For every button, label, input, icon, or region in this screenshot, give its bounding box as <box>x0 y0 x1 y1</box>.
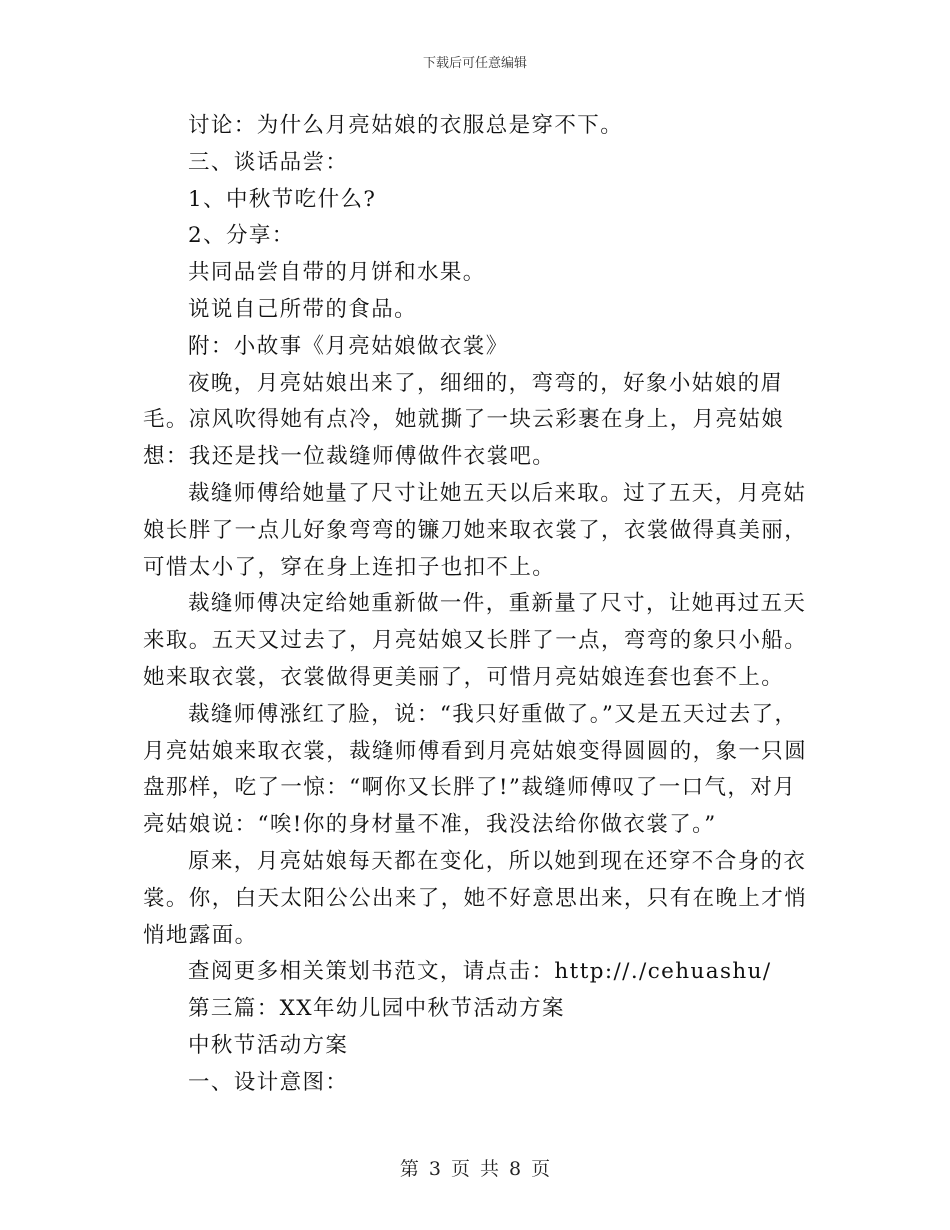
paragraph-story-title: 附：小故事《月亮姑娘做衣裳》 <box>188 333 509 359</box>
footer-label-post: 页 <box>531 1158 551 1180</box>
paragraph-discussion: 讨论：为什么月亮姑娘的衣服总是穿不下。 <box>188 113 624 138</box>
footer-label-mid: 页 <box>450 1158 470 1180</box>
paragraph-section-3-heading: 三、谈话品尝： <box>188 149 349 175</box>
paragraph-share-food: 共同品尝自带的月饼和水果。 <box>188 260 486 286</box>
paragraph-plan-title: 中秋节活动方案 <box>188 1032 349 1058</box>
paragraph-story-3: 裁缝师傅决定给她重新做一件，重新量了尺寸，让她再过五天来取。五天又过去了，月亮姑娘又长胖了一点，弯弯的象只小船。她来取衣裳，衣裳做得更美丽了，可惜月亮姑娘连套也套不上。 <box>143 591 808 690</box>
paragraph-item-2: 2、分享： <box>188 223 295 249</box>
paragraph-more-link: 查阅更多相关策划书范文，请点击：http://./cehuashu/ <box>188 959 772 985</box>
footer-label-pre: 第 <box>399 1158 419 1180</box>
paragraph-story-5: 原来，月亮姑娘每天都在变化，所以她到现在还穿不合身的衣裳。你，白天太阳公公出来了，她不好意思出来，只有在晚上才悄悄地露面。 <box>143 848 808 948</box>
paragraph-design-intent: 一、设计意图： <box>188 1069 349 1095</box>
document-body <box>143 108 813 1102</box>
paragraph-story-2: 裁缝师傅给她量了尺寸让她五天以后来取。过了五天，月亮姑娘长胖了一点儿好象弯弯的镰刀她来取衣裳了，衣裳做得真美丽，可惜太小了，穿在身上连扣子也扣不上。 <box>143 480 808 580</box>
paragraph-story-1: 夜晚，月亮姑娘出来了，细细的，弯弯的，好象小姑娘的眉毛。凉风吹得她有点冷，她就撕了一块云彩裹在身上，月亮姑娘想：我还是找一位裁缝师傅做件衣裳吧。 <box>143 370 785 470</box>
footer-page-number: 3 <box>428 1158 441 1180</box>
page-footer <box>0 1154 950 1181</box>
paragraph-chapter-3-title: 第三篇：XX年幼儿园中秋节活动方案 <box>188 996 565 1022</box>
footer-total-label: 共 <box>480 1158 500 1180</box>
paragraph-story-4: 裁缝师傅涨红了脸，说：“我只好重做了。”又是五天过去了，月亮姑娘来取衣裳，裁缝师傅看到月亮姑娘变得圆圆的，象一只圆盘那样，吃了一惊：“啊你又长胖了!”裁缝师傅叹了一口气，对月亮姑娘说：“唉!你的身材量不准，我没法给你做衣裳了。” <box>143 701 808 838</box>
paragraph-item-1: 1、中秋节吃什么? <box>188 186 377 212</box>
paragraph-talk-food: 说说自己所带的食品。 <box>188 296 418 322</box>
page-header: 下载后可任意编辑 <box>422 56 527 71</box>
footer-total-pages: 8 <box>509 1158 522 1180</box>
